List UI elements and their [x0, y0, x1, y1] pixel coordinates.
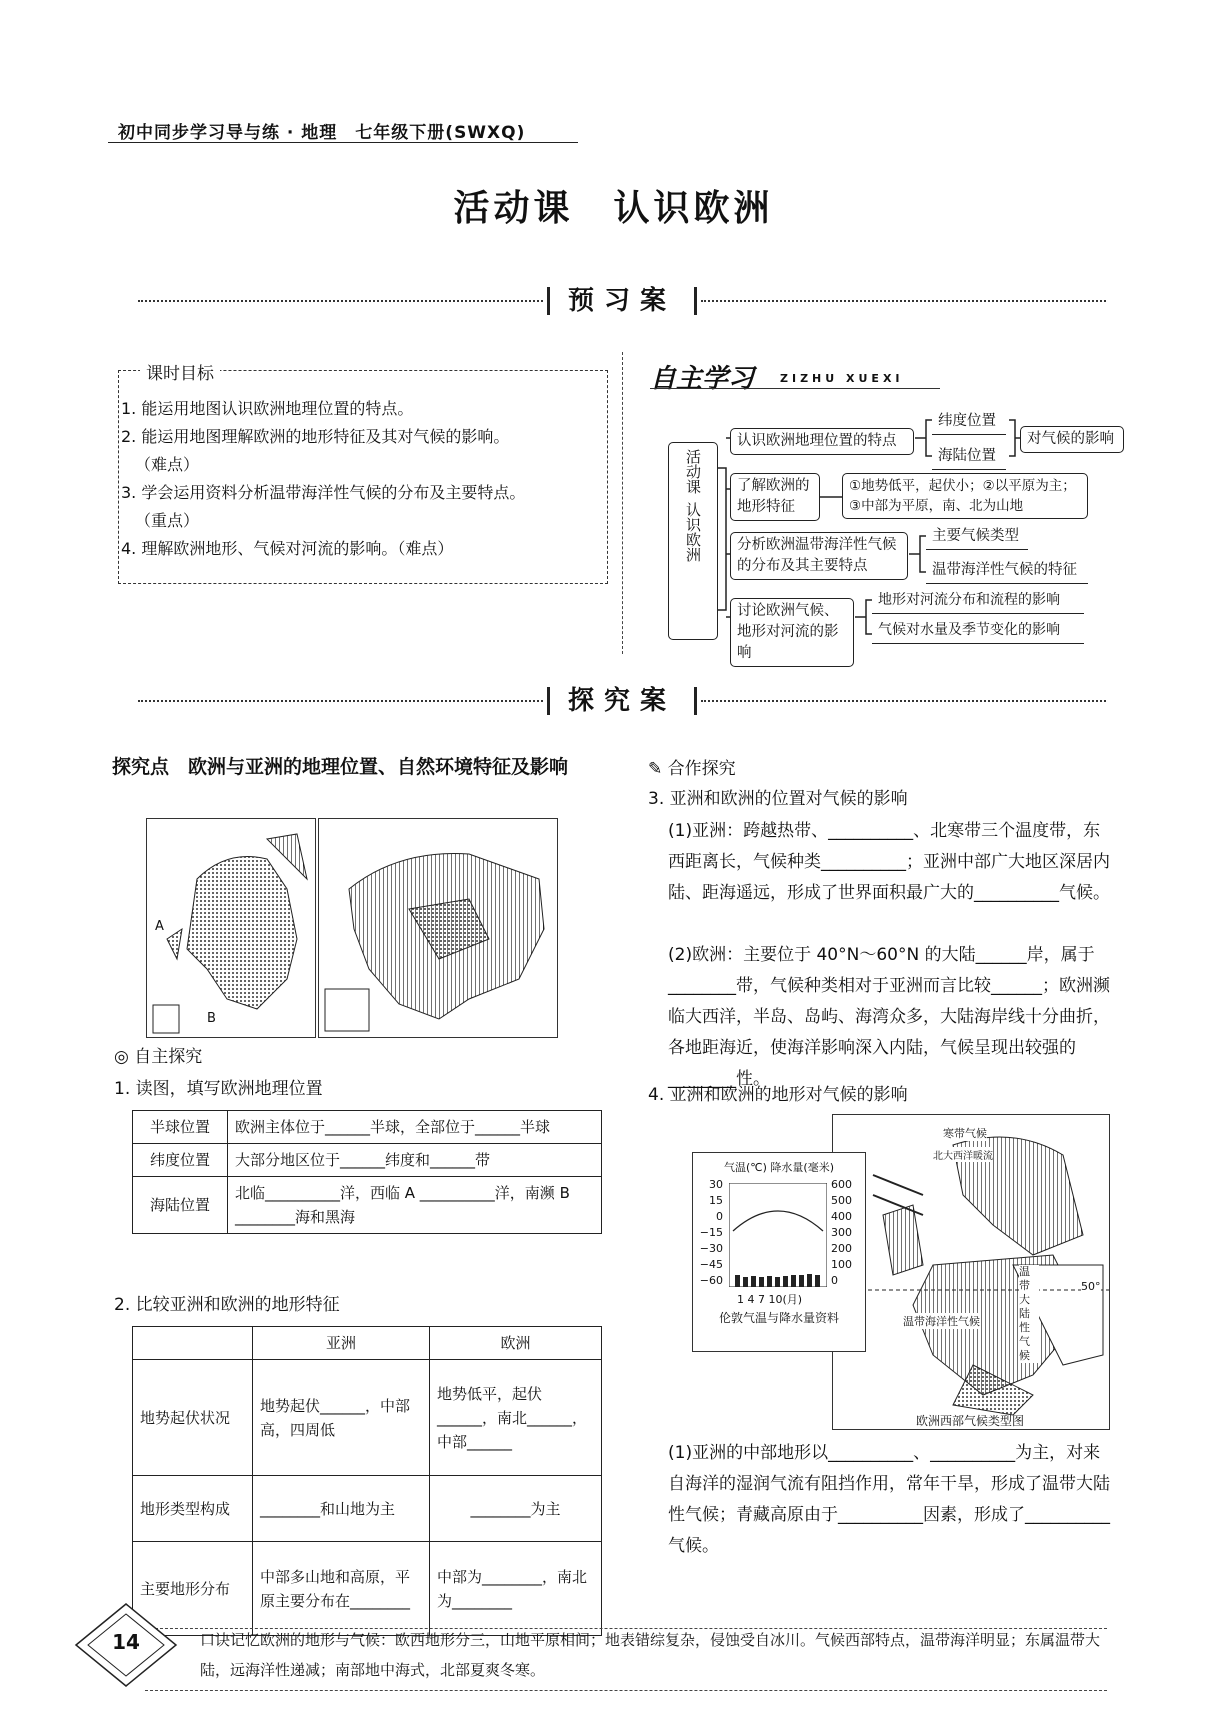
- mindmap-node-climate-types: 主要气候类型: [926, 524, 1028, 550]
- table-cell: 欧洲主体位于______半球，全部位于______半球: [228, 1111, 602, 1144]
- root-bottom: 认识欧洲: [684, 502, 702, 562]
- climate-chart-caption: 伦敦气温与降水量资料: [718, 1311, 839, 1325]
- table-cell: 地势低平，起伏______，南北______，中部______: [430, 1360, 602, 1476]
- climate-months: 1 4 7 10(月): [737, 1293, 803, 1306]
- section-bar-explore: [138, 686, 1106, 716]
- table-cell: ________为主: [430, 1476, 602, 1542]
- table-row: [133, 1144, 602, 1177]
- table-header-cell: 地势起伏状况: [133, 1360, 253, 1476]
- label-oceanic: 温带海洋性气候: [903, 1315, 980, 1328]
- table-header-cell: 纬度位置: [133, 1144, 228, 1177]
- coop-title: ✎ 合作探究: [648, 759, 736, 779]
- climate-map-shapes: [833, 1115, 1109, 1429]
- question-3: 3. 亚洲和欧洲的位置对气候的影响: [648, 789, 908, 809]
- temp-tick: 0: [716, 1210, 723, 1223]
- goal-item: 1. 能运用地图认识欧洲地理位置的特点。: [121, 399, 414, 418]
- temp-axis: [697, 1177, 723, 1289]
- climate-chart-title: 气温(℃) 降水量(毫米): [723, 1161, 834, 1174]
- mindmap-node-rivers: 讨论欧洲气候、地形对河流的影响: [730, 598, 854, 667]
- temp-tick: −15: [699, 1226, 723, 1239]
- precip-axis: [831, 1177, 859, 1289]
- table-header-cell: 半球位置: [133, 1111, 228, 1144]
- precip-tick: 100: [831, 1258, 852, 1271]
- london-climate-chart: [692, 1152, 866, 1352]
- label-continental: 温带大陆性气候: [1019, 1265, 1039, 1363]
- table-header-cell: [133, 1327, 253, 1360]
- table-header-cell: 地形类型构成: [133, 1476, 253, 1542]
- self-explore-label: 自主探究: [134, 1047, 203, 1067]
- question-1: 1. 读图，填写欧洲地理位置: [114, 1079, 323, 1099]
- goal-item: 2. 能运用地图理解欧洲的地形特征及其对气候的影响。: [121, 427, 510, 446]
- coop-label: 合作探究: [667, 759, 736, 779]
- precip-tick: 300: [831, 1226, 852, 1239]
- footer-mnemonic: 口诀记忆欧洲的地形与气候：欧西地形分三，山地平原相间；地表错综复杂，侵蚀受自冰川。气候西部特点，温带海洋明显；东属温带大陆，远海洋性递减；南部地中海式，北部夏爽冬寒。: [200, 1631, 1101, 1679]
- europe-map: [146, 818, 316, 1038]
- table-row: [133, 1360, 602, 1476]
- label-current: 北大西洋暖流: [933, 1147, 993, 1162]
- map-label-a: A: [155, 919, 164, 934]
- table-header-cell: 亚洲: [253, 1327, 430, 1360]
- question-4-1: (1)亚洲的中部地形以__________、__________为主，对来自海洋的湿润气流有阻挡作用，常年干旱，形成了温带大陆性气候；青藏高原由于__________因素，形成了__________气候。: [668, 1443, 1110, 1556]
- temp-tick: 30: [709, 1178, 723, 1191]
- mindmap-node-terrain: 了解欧洲的地形特征: [730, 473, 820, 521]
- question-4: 4. 亚洲和欧洲的地形对气候的影响: [648, 1085, 908, 1105]
- climate-map: [832, 1114, 1110, 1430]
- mindmap-node-terrain-rivers: 地形对河流分布和流程的影响: [872, 588, 1084, 614]
- table-cell: 北临__________洋，西临 A __________洋，南濒 B ________海和黑海: [228, 1177, 602, 1234]
- page-number: 14: [112, 1630, 140, 1654]
- table-header-cell: 欧洲: [430, 1327, 602, 1360]
- goal-item: （重点）: [135, 511, 200, 530]
- table-cell: 大部分地区位于______纬度和______带: [228, 1144, 602, 1177]
- temp-tick: −45: [699, 1258, 723, 1271]
- self-explore-title: ◎ 自主探究: [114, 1047, 203, 1067]
- precip-tick: 400: [831, 1210, 852, 1223]
- mindmap-node-climate-effect: 对气候的影响: [1020, 426, 1124, 453]
- question-3-1: (1)亚洲：跨越热带、__________、北寒带三个温度带，东西距离长，气候种类__________；亚洲中部广大地区深居内陆、距海遥远，形成了世界面积最广大的__________气候。: [668, 821, 1110, 903]
- mindmap-node-land-sea: 海陆位置: [932, 444, 1006, 470]
- temp-tick: −30: [699, 1242, 723, 1255]
- label-cold: 寒带气候: [943, 1127, 987, 1140]
- goal-item: 4. 理解欧洲地形、气候对河流的影响。（难点）: [121, 539, 454, 558]
- climate-map-figure: [692, 1114, 1110, 1432]
- root-top: 活动课: [684, 449, 702, 494]
- goal-item: （难点）: [135, 455, 200, 474]
- explore-point-title: 探究点 欧洲与亚洲的地理位置、自然环境特征及影响: [112, 756, 569, 778]
- table-row: [133, 1111, 602, 1144]
- table-cell: 中部多山地和高原，平原主要分布在________: [253, 1542, 430, 1636]
- mindmap-node-climate: 分析欧洲温带海洋性气候的分布及其主要特点: [730, 532, 908, 580]
- mindmap-node-latitude: 纬度位置: [932, 409, 1006, 435]
- climate-plot: [729, 1183, 827, 1287]
- goals-title: 课时目标: [140, 359, 220, 384]
- table-row: [133, 1542, 602, 1636]
- table-row: [133, 1327, 602, 1360]
- precip-tick: 500: [831, 1194, 852, 1207]
- asia-map-figure: [319, 819, 557, 1037]
- question-2: 2. 比较亚洲和欧洲的地形特征: [114, 1295, 340, 1315]
- precip-tick: 600: [831, 1178, 852, 1191]
- mindmap-node-climate-rivers: 气候对水量及季节变化的影响: [872, 618, 1084, 644]
- section-label-explore: 探究案: [547, 687, 697, 715]
- self-study-pinyin: ZIZHU XUEXI: [780, 372, 904, 385]
- asia-map: [318, 818, 558, 1038]
- temp-tick: 15: [709, 1194, 723, 1207]
- goal-item: 3. 学会运用资料分析温带海洋性气候的分布及主要特点。: [121, 483, 526, 502]
- table-header-cell: 海陆位置: [133, 1177, 228, 1234]
- table-cell: 中部为________，南北为________: [430, 1542, 602, 1636]
- footer-rule-bottom: [145, 1690, 1107, 1691]
- table-terrain-compare: [132, 1326, 602, 1636]
- climate-map-caption: 欧洲西部气候类型图: [915, 1414, 1024, 1428]
- running-header: 初中同步学习导与练 · 地理 七年级下册(SWXQ): [118, 123, 526, 143]
- temp-tick: −60: [699, 1274, 723, 1287]
- map-label-b: B: [207, 1011, 216, 1026]
- table-header-cell: 主要地形分布: [133, 1542, 253, 1636]
- mindmap-node-terrain-features: ①地势低平，起伏小；②以平原为主；③中部为平原，南、北为山地: [842, 473, 1088, 519]
- table-cell: ________和山地为主: [253, 1476, 430, 1542]
- label-latitude: 50°: [1081, 1280, 1101, 1293]
- mindmap-root: [668, 442, 718, 640]
- precip-tick: 0: [831, 1274, 838, 1287]
- section-label-preview: 预习案: [547, 287, 697, 315]
- table-europe-position: [132, 1110, 602, 1234]
- europe-map-figure: [147, 819, 315, 1037]
- mindmap-node-oceanic-features: 温带海洋性气候的特征: [926, 558, 1088, 584]
- self-study-title: 自主学习: [650, 364, 755, 394]
- question-3-2: (2)欧洲：主要位于 40°N～60°N 的大陆______岸，属于________带，气候种类相对于亚洲而言比较______；欧洲濒临大西洋，半岛、岛屿、海湾众多，大陆海岸线十分曲折，各地距海近，使海洋影响深入内陆，气候呈现出较强的________性。: [668, 945, 1110, 1089]
- page-title: 活动课 认识欧洲: [453, 187, 774, 229]
- table-cell: 地势起伏______，中部高，四周低: [253, 1360, 430, 1476]
- table-row: [133, 1177, 602, 1234]
- table-row: [133, 1476, 602, 1542]
- precip-tick: 200: [831, 1242, 852, 1255]
- mindmap-node-position: 认识欧洲地理位置的特点: [730, 428, 914, 455]
